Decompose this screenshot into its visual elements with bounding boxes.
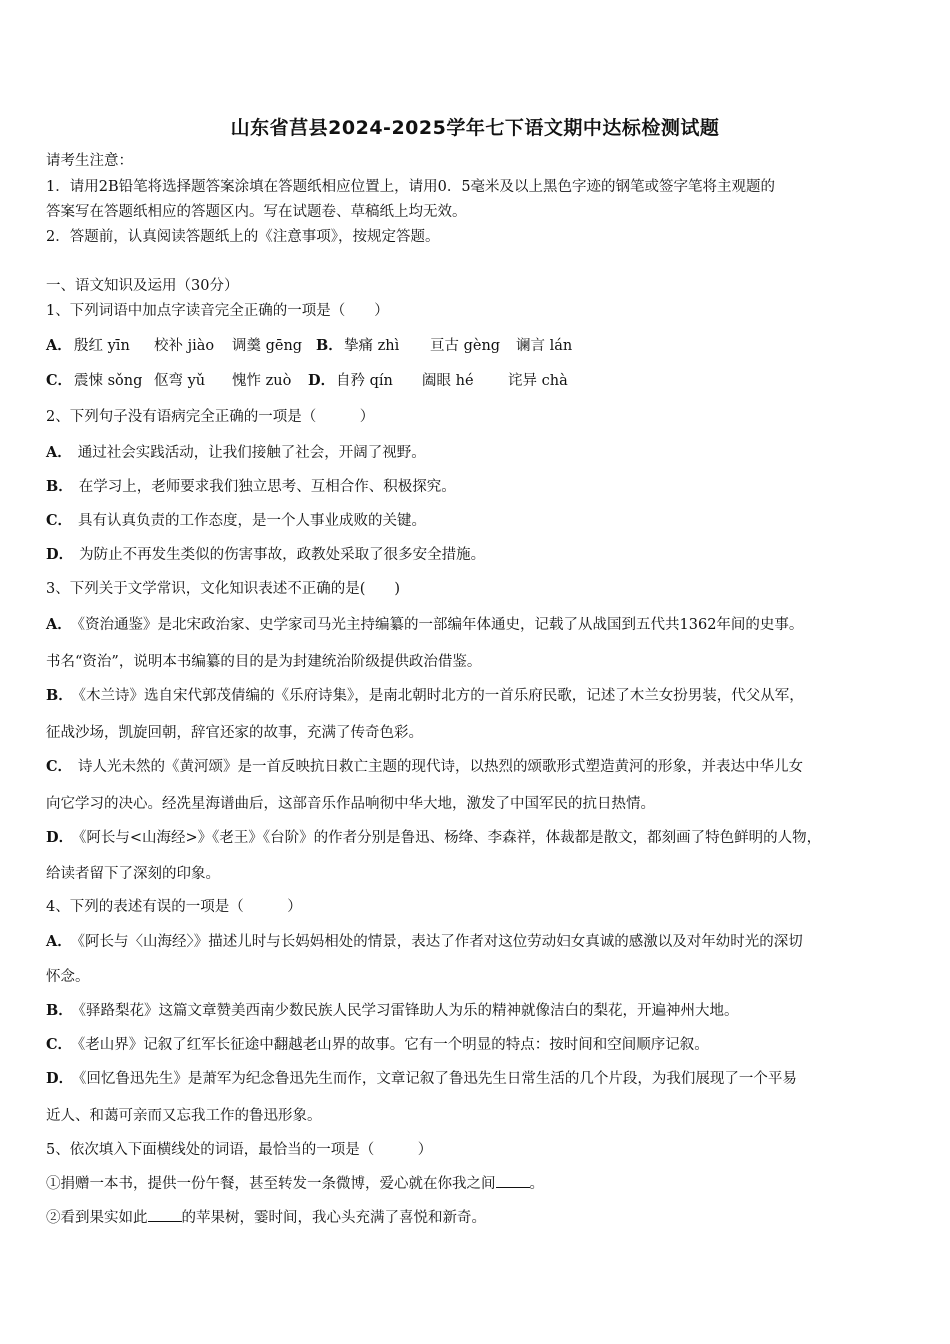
question-3-option-c: [46, 757, 803, 777]
option-text: 为防止不再发生类似的伤害事故，政教处采取了很多安全措施。: [79, 547, 486, 563]
option-b-word-2: 亘古 gèng: [430, 338, 501, 354]
sentence-end: 。: [529, 1176, 544, 1192]
option-c-word-3: 愧怍 zuò: [232, 373, 292, 389]
option-b-word-1: 挚痛 zhì: [344, 338, 400, 354]
option-b-label: B．: [316, 337, 343, 354]
sentence-text: ①捐赠一本书，提供一份午餐，甚至转发一条微博，爱心就在你我之间: [46, 1176, 496, 1192]
question-1-options-ab: [46, 335, 596, 357]
question-1-options-cd: [46, 370, 588, 392]
question-5-sentence-1: [46, 1173, 544, 1194]
notice-item-1-cont: 答案写在答题纸相应的答题区内。写在试题卷、草稿纸上均无效。: [46, 204, 467, 220]
question-3-option-d: [46, 828, 821, 848]
option-text: 《阿长与<山海经>》《老王》《台阶》的作者分别是鲁迅、杨绛、李森祥，体裁都是散文，都刻画了特色鲜明的人物，: [79, 830, 822, 846]
option-label: A．: [46, 616, 72, 633]
option-label: D．: [46, 546, 74, 563]
option-label: D．: [46, 1070, 74, 1087]
option-text: 《驿路梨花》这篇文章赞美西南少数民族人民学习雷锋助人为乐的精神就像洁白的梨花，开遍神州大地。: [78, 1003, 739, 1019]
option-text: 具有认真负责的工作态度，是一个人事业成败的关键。: [78, 513, 427, 529]
question-3-option-b: [46, 686, 804, 706]
question-3-option-b-cont: 征战沙场，凯旋回朝，辞官还家的故事，充满了传奇色彩。: [46, 725, 423, 741]
option-a-label: A．: [46, 337, 72, 354]
option-text: 《阿长与〈山海经〉》描述儿时与长妈妈相处的情景，表达了作者对这位劳动妇女真诚的感激以及对年幼时光的深切: [77, 934, 803, 950]
option-label: B．: [46, 1002, 73, 1019]
question-3-option-a-cont: 书名“资治”，说明本书编纂的目的是为封建统治阶级提供政治借鉴。: [46, 654, 482, 670]
option-label: A．: [46, 933, 72, 950]
question-2-option-d: [46, 545, 485, 565]
option-a-word-2: 校补 jiào: [154, 338, 215, 354]
question-1-stem: 1、下列词语中加点字读音完全正确的一项是（ ）: [46, 303, 389, 319]
question-3-option-d-cont: 给读者留下了深刻的印象。: [46, 866, 220, 882]
question-4-option-b: [46, 1001, 739, 1021]
fill-blank: [496, 1173, 530, 1188]
option-c-word-1: 震悚 sǒng: [74, 373, 143, 389]
option-label: B．: [46, 687, 73, 704]
option-label: C．: [46, 512, 73, 529]
option-d-word-2: 阖眼 hé: [422, 373, 474, 389]
option-text: 通过社会实践活动，让我们接触了社会，开阔了视野。: [77, 445, 426, 461]
question-4-option-a-cont: 怀念。: [46, 969, 90, 985]
question-5-sentence-2: [46, 1207, 486, 1228]
notice-item-2: 2．答题前，认真阅读答题纸上的《注意事项》，按规定答题。: [46, 229, 440, 245]
page-title: 山东省莒县2024-2025学年七下语文期中达标检测试题: [230, 117, 720, 139]
question-4-option-d-cont: 近人、和蔼可亲而又忘我工作的鲁迅形象。: [46, 1108, 322, 1124]
option-text: 《老山界》记叙了红军长征途中翻越老山界的故事。它有一个明显的特点：按时间和空间顺序记叙。: [78, 1037, 709, 1053]
question-2-option-b: [46, 477, 456, 497]
option-text: 诗人光未然的《黄河颂》是一首反映抗日救亡主题的现代诗，以热烈的颂歌形式塑造黄河的形象，并表达中华儿女: [78, 759, 804, 775]
option-b-word-3: 谰言 lán: [516, 338, 573, 354]
notice-heading: 请考生注意：: [46, 153, 133, 169]
question-4-option-a: [46, 932, 803, 952]
question-2-option-a: [46, 443, 426, 463]
option-label: C．: [46, 758, 73, 775]
section-heading: 一、语文知识及运用（30分）: [46, 278, 239, 294]
notice-item-1: 1．请用2B铅笔将选择题答案涂填在答题纸相应位置上，请用0．5毫米及以上黑色字迹的钢笔或签字笔将主观题的: [46, 179, 776, 195]
question-3-option-c-cont: 向它学习的决心。经冼星海谱曲后，这部音乐作品响彻中华大地，激发了中国军民的抗日热情。: [46, 796, 655, 812]
question-4-option-c: [46, 1035, 709, 1055]
option-c-label: C．: [46, 372, 73, 389]
option-text: 《木兰诗》选自宋代郭茂倩编的《乐府诗集》，是南北朝时北方的一首乐府民歌，记述了木兰女扮男装，代父从军，: [78, 688, 804, 704]
option-label: A．: [46, 444, 72, 461]
option-c-word-2: 伛弯 yǔ: [154, 373, 206, 389]
question-4-option-d: [46, 1069, 797, 1089]
question-3-stem: 3、下列关于文学常识，文化知识表述不正确的是( ): [46, 581, 401, 597]
option-label: D．: [46, 829, 74, 846]
fill-blank: [148, 1207, 182, 1222]
sentence-text: ②看到果实如此: [46, 1210, 148, 1226]
option-label: C．: [46, 1036, 73, 1053]
question-3-option-a: [46, 615, 803, 635]
option-a-word-3: 调羹 gēng: [232, 338, 303, 354]
option-label: B．: [46, 478, 73, 495]
question-2-option-c: [46, 511, 426, 531]
question-4-stem: 4、下列的表述有误的一项是（ ）: [46, 899, 302, 915]
option-text: 在学习上，老师要求我们独立思考、互相合作、积极探究。: [78, 479, 456, 495]
sentence-end: 的苹果树，霎时间，我心头充满了喜悦和新奇。: [181, 1210, 486, 1226]
option-text: 《资治通鉴》是北宋政治家、史学家司马光主持编纂的一部编年体通史，记载了从战国到五代共1362年间的史事。: [77, 617, 804, 633]
question-2-stem: 2、下列句子没有语病完全正确的一项是（ ）: [46, 409, 375, 425]
option-d-word-1: 自矜 qín: [336, 373, 393, 389]
option-d-label: D．: [308, 372, 336, 389]
option-a-word-1: 殷红 yīn: [74, 338, 130, 354]
question-5-stem: 5、依次填入下面横线处的词语，最恰当的一项是（ ）: [46, 1142, 433, 1158]
option-d-word-3: 诧异 chà: [508, 373, 568, 389]
option-text: 《回忆鲁迅先生》是萧军为纪念鲁迅先生而作，文章记叙了鲁迅先生日常生活的几个片段，为我们展现了一个平易: [79, 1071, 797, 1087]
